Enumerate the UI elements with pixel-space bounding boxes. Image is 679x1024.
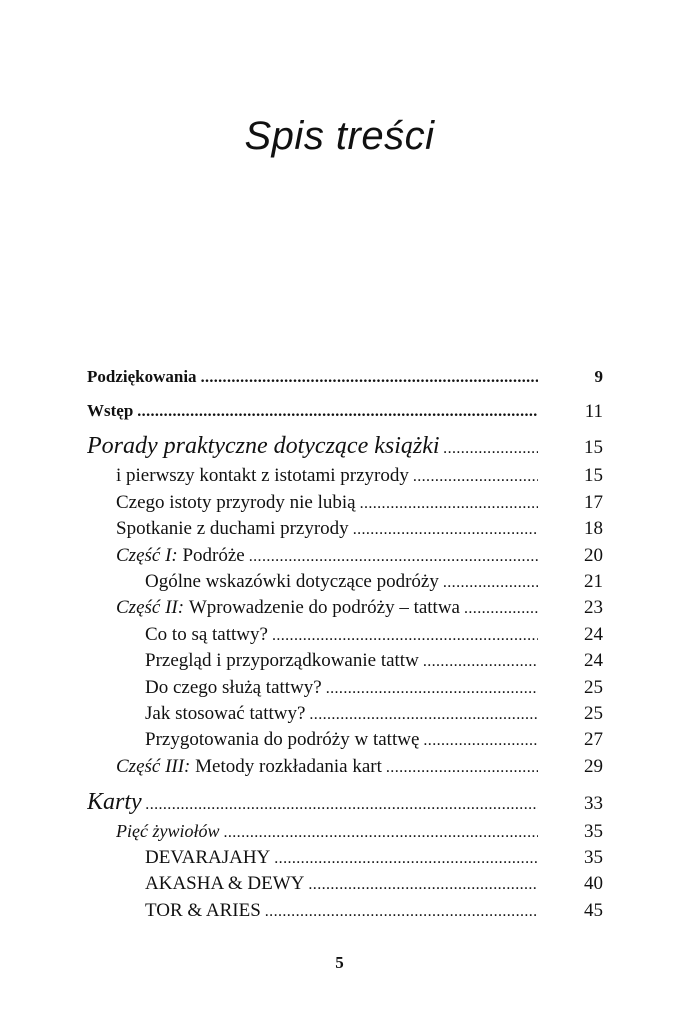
toc-entry[interactable] [0,847,679,875]
toc-entry[interactable] [0,789,679,817]
toc-entry[interactable] [0,821,679,849]
leader-dots [443,574,538,592]
toc-entry-title: Przegląd i przyporządkowanie tattw [145,650,419,671]
toc-entry[interactable] [0,571,679,599]
toc-entry-title: Spotkanie z duchami przyrody [116,518,349,539]
toc-entry-page: 27 [584,729,603,750]
leader-dots [146,796,538,814]
toc-entry-page: 15 [584,437,603,458]
toc-entry-page: 24 [584,624,603,645]
toc-entry-page: 23 [584,597,603,618]
toc-entry-page: 40 [584,873,603,894]
toc-entry-page: 24 [584,650,603,671]
toc-entry-page: 20 [584,545,603,566]
toc-entry-page: 15 [584,465,603,486]
toc-entry[interactable] [0,703,679,731]
toc-entry-title: Metody rozkładania kart [195,756,382,777]
leader-dots [326,680,538,698]
toc-entry-prefix: Część III: [116,756,191,777]
toc-entry[interactable] [0,729,679,757]
leader-dots [353,521,538,539]
toc-entry-page: 9 [594,367,603,386]
toc-entry[interactable] [0,756,679,784]
leader-dots [201,369,538,387]
leader-dots [309,706,538,724]
leader-dots [423,732,538,750]
toc-entry-page: 18 [584,518,603,539]
toc-entry-title: AKASHA & DEWY [145,873,305,894]
toc-entry[interactable] [0,900,679,928]
toc-entry[interactable] [0,401,679,429]
toc-entry-page: 11 [584,401,603,422]
toc-entry-page: 35 [584,821,603,842]
toc-entry[interactable] [0,650,679,678]
toc-entry-page: 21 [584,571,603,592]
toc-entry-title: Do czego służą tattwy? [145,677,322,698]
toc-entry-title: Przygotowania do podróży w tattwę [145,729,420,750]
toc-entry[interactable] [0,518,679,546]
toc-entry[interactable] [0,545,679,573]
page-title: Spis treści [244,114,435,158]
toc-entry-title: Czego istoty przyrody nie lubią [116,492,356,513]
leader-dots [423,653,538,671]
leader-dots [223,824,538,842]
toc-entry[interactable] [0,597,679,625]
toc-entry[interactable] [0,873,679,901]
leader-dots [360,495,538,513]
toc-entry-title: i pierwszy kontakt z istotami przyrody [116,465,409,486]
toc-entry-page: 35 [584,847,603,868]
leader-dots [413,468,538,486]
leader-dots [137,403,538,421]
toc-entry-title: DEVARAJAHY [145,847,271,868]
toc-entry-page: 25 [584,703,603,724]
leader-dots [444,440,538,458]
toc-entry-page: 17 [584,492,603,513]
toc-entry-title: Podróże [182,545,245,566]
page-number: 5 [335,953,344,972]
leader-dots [265,903,538,921]
toc-entry-title: Karty [87,789,142,815]
toc-entry-title: Pięć żywiołów [116,821,220,841]
toc-entry[interactable] [0,677,679,705]
toc-entry[interactable] [0,367,679,395]
toc-entry-page: 33 [584,793,603,814]
leader-dots [464,600,538,618]
toc-entry[interactable] [0,433,679,461]
toc-entry-title: Wstęp [87,401,134,420]
leader-dots [386,759,538,777]
leader-dots [272,627,538,645]
leader-dots [249,548,538,566]
toc-entry-title: Porady praktyczne dotyczące książki [87,433,440,459]
toc-entry-title: Jak stosować tattwy? [145,703,306,724]
toc-entry-title: Wprowadzenie do podróży – tattwa [188,597,460,618]
toc-entry-page: 25 [584,677,603,698]
toc-entry-title: Podziękowania [87,367,197,386]
toc-entry-title: Ogólne wskazówki dotyczące podróży [145,571,439,592]
toc-entry[interactable] [0,492,679,520]
toc-entry[interactable] [0,465,679,493]
toc-entry-page: 29 [584,756,603,777]
toc-entry-title: Co to są tattwy? [145,624,268,645]
leader-dots [274,850,538,868]
toc-entry-prefix: Część II: [116,597,185,618]
toc-entry-page: 45 [584,900,603,921]
toc-entry[interactable] [0,624,679,652]
toc-entry-title: TOR & ARIES [145,900,261,921]
leader-dots [308,876,538,894]
toc-entry-prefix: Część I: [116,545,178,566]
